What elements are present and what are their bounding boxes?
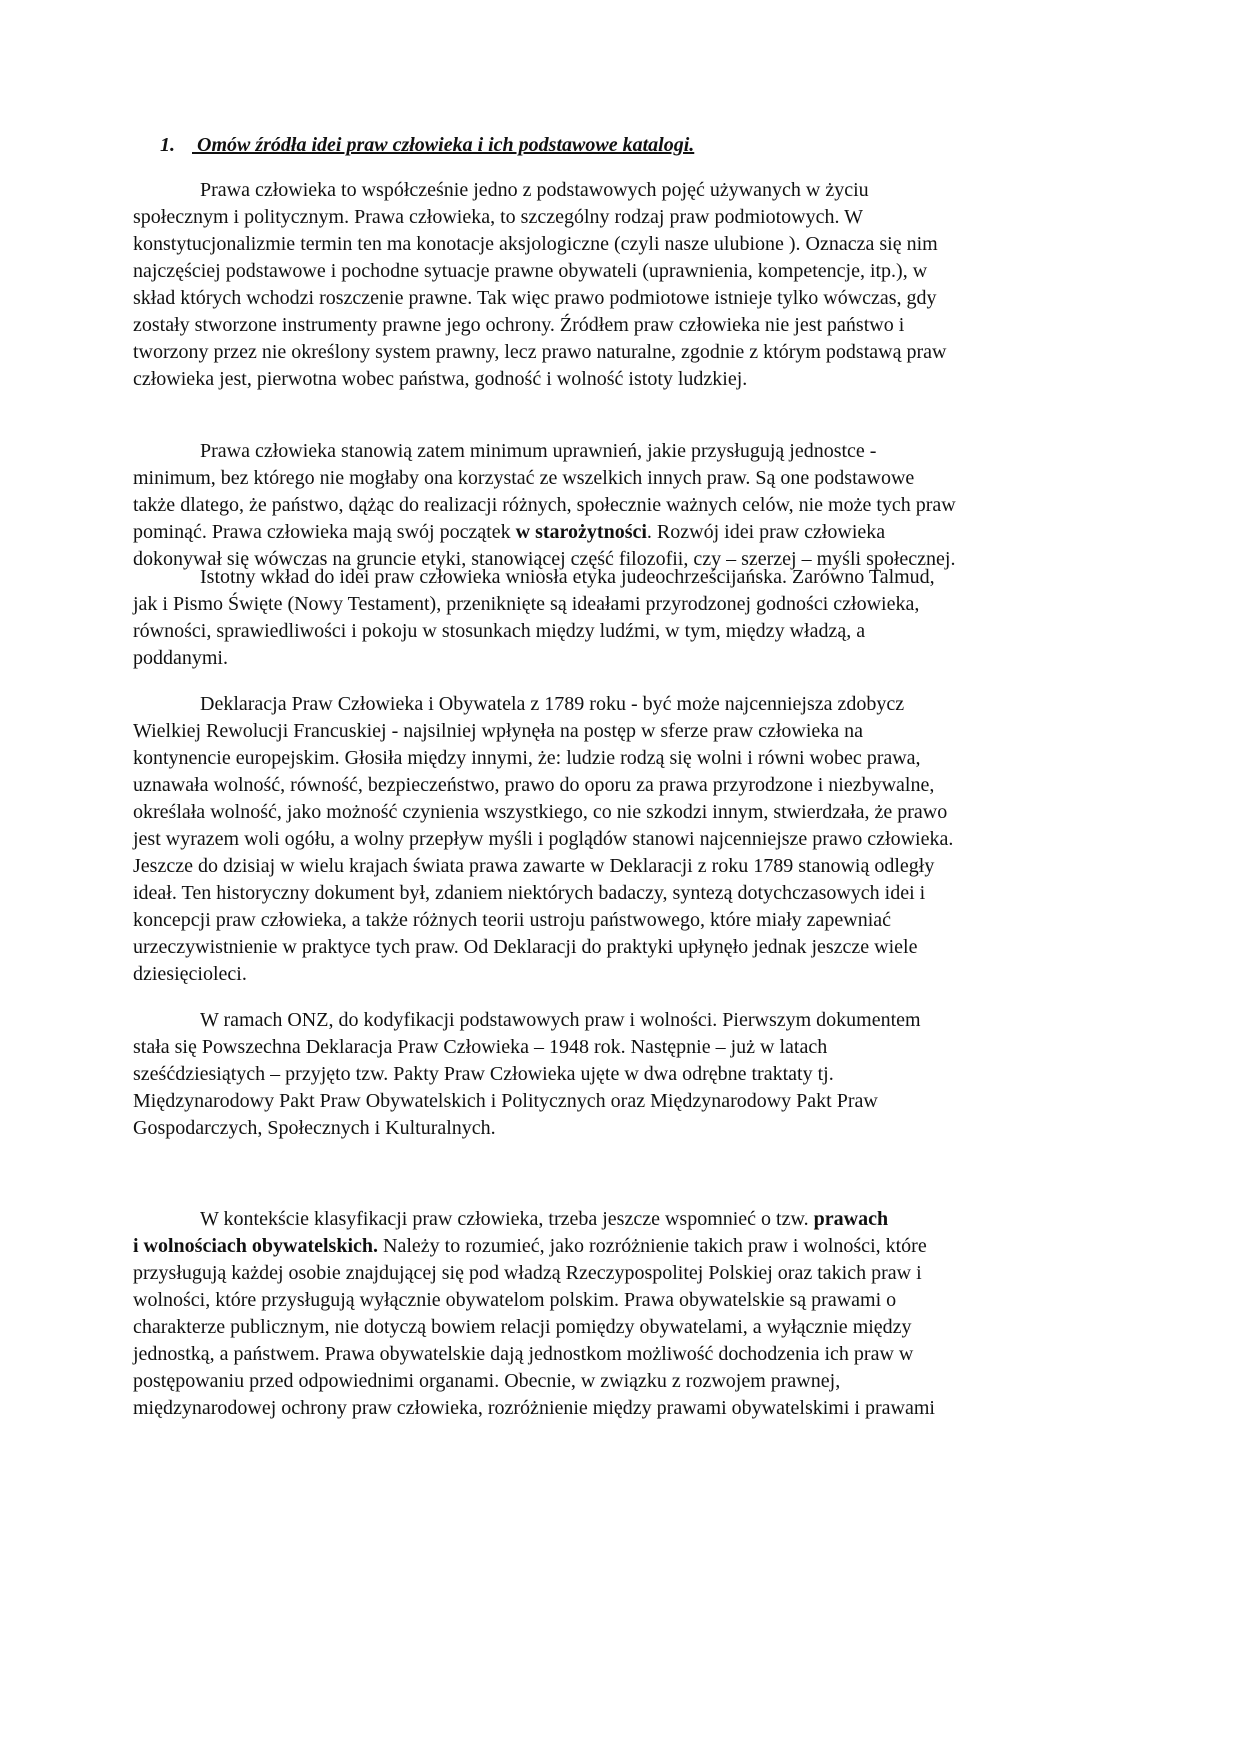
text-line bbox=[133, 745, 993, 772]
text-run: pominąć. Prawa człowieka mają swój początek bbox=[133, 521, 516, 543]
text-line bbox=[133, 853, 993, 880]
text-line bbox=[133, 1061, 993, 1088]
text-run: W kontekście klasyfikacji praw człowieka, trzeba jeszcze wspomnieć o tzw. bbox=[200, 1208, 814, 1230]
bold-text: prawach bbox=[813, 1208, 889, 1230]
text-run: Należy to rozumieć, jako rozróżnienie takich praw i wolności, które bbox=[378, 1235, 927, 1257]
text-line bbox=[133, 258, 993, 285]
text-line bbox=[133, 1314, 993, 1341]
text-line bbox=[133, 1287, 993, 1314]
bold-text: w starożytności bbox=[515, 521, 647, 543]
heading-title: Omów źródła idei praw człowieka i ich podstawowe katalogi. bbox=[197, 134, 695, 156]
text-line bbox=[133, 826, 993, 853]
text-line bbox=[133, 691, 993, 718]
text-line bbox=[133, 1368, 993, 1395]
text-run: konstytucjonalizmie termin ten ma konotacje aksjologiczne (czyli nasze ulubione ). Oznacza się nim bbox=[133, 233, 938, 255]
text-line bbox=[133, 1260, 993, 1287]
text-run: charakterze publicznym, nie dotyczą bowiem relacji pomiędzy obywatelami, a wyłącznie między bbox=[133, 1316, 912, 1338]
text-run: także dlatego, że państwo, dążąc do realizacji różnych, społecznie ważnych celów, nie może tych praw bbox=[133, 494, 956, 516]
paragraph bbox=[133, 1206, 993, 1422]
text-run: poddanymi. bbox=[133, 647, 228, 669]
text-line bbox=[133, 645, 993, 672]
text-run: jednostką, a państwem. Prawa obywatelskie dają jednostkom możliwość dochodzenia ich praw w bbox=[133, 1343, 914, 1365]
text-run: przysługują każdej osobie znajdującej się pod władzą Rzeczypospolitej Polskiej oraz takich praw i bbox=[133, 1262, 922, 1284]
section-heading bbox=[160, 132, 694, 159]
text-line bbox=[133, 339, 993, 366]
text-run: uznawała wolność, równość, bezpieczeństwo, prawo do oporu za prawa przyrodzone i niezbywalne, bbox=[133, 774, 935, 796]
text-run: jak i Pismo Święte (Nowy Testament), przeniknięte są ideałami przyrodzonej godności człowieka, bbox=[133, 593, 920, 615]
text-run: koncepcji praw człowieka, a także różnych teorii ustroju państwowego, które miały zapewniać bbox=[133, 909, 892, 931]
paragraph bbox=[133, 438, 993, 573]
text-run: dziesięcioleci. bbox=[133, 963, 247, 985]
text-run: Prawa człowieka stanowią zatem minimum uprawnień, jakie przysługują jednostce - bbox=[200, 440, 877, 462]
text-line bbox=[133, 285, 993, 312]
text-line bbox=[133, 772, 993, 799]
paragraph bbox=[133, 564, 993, 672]
text-run: kontynencie europejskim. Głosiła między innymi, że: ludzie rodzą się wolni i równi wobec prawa, bbox=[133, 747, 921, 769]
text-run: Istotny wkład do idei praw człowieka wniosła etyka judeochrześcijańska. Zarówno Talmud, bbox=[200, 566, 935, 588]
text-run: dokonywał się wówczas na gruncie etyki, stanowiącej część filozofii, czy – szerzej – myśli społecznej. bbox=[133, 548, 956, 570]
heading-number: 1. bbox=[160, 134, 175, 156]
text-run: Międzynarodowy Pakt Praw Obywatelskich i Politycznych oraz Międzynarodowy Pakt Praw bbox=[133, 1090, 878, 1112]
text-line bbox=[133, 231, 993, 258]
bold-text: i wolnościach obywatelskich. bbox=[133, 1235, 379, 1257]
text-line bbox=[133, 1088, 993, 1115]
text-line bbox=[133, 880, 993, 907]
text-line bbox=[133, 1115, 993, 1142]
text-line bbox=[133, 1341, 993, 1368]
text-line bbox=[133, 718, 993, 745]
text-run: ideał. Ten historyczny dokument był, zdaniem niektórych badaczy, syntezą dotychczasowych idei i bbox=[133, 882, 926, 904]
paragraph bbox=[133, 691, 993, 988]
text-run: zostały stworzone instrumenty prawne jego ochrony. Źródłem praw człowieka nie jest państwo i bbox=[133, 314, 905, 336]
text-run: . Rozwój idei praw człowieka bbox=[646, 521, 886, 543]
text-line bbox=[133, 492, 993, 519]
text-run: skład których wchodzi roszczenie prawne. Tak więc prawo podmiotowe istnieje tylko wówczas, gdy bbox=[133, 287, 937, 309]
text-run: społecznym i politycznym. Prawa człowieka, to szczególny rodzaj praw podmiotowych. W bbox=[133, 206, 863, 228]
text-run: międzynarodowej ochrony praw człowieka, rozróżnienie między prawami obywatelskimi i prawami bbox=[133, 1397, 935, 1419]
text-line bbox=[133, 1007, 993, 1034]
text-run: urzeczywistnienie w praktyce tych praw. Od Deklaracji do praktyki upłynęło jednak jeszcze wiele bbox=[133, 936, 918, 958]
text-line bbox=[133, 934, 993, 961]
text-run: Deklaracja Praw Człowieka i Obywatela z 1789 roku - być może najcenniejsza zdobycz bbox=[200, 693, 905, 715]
text-line bbox=[133, 799, 993, 826]
text-line bbox=[133, 961, 993, 988]
text-run: najczęściej podstawowe i pochodne sytuacje prawne obywateli (uprawnienia, kompetencje, itp.), w bbox=[133, 260, 928, 282]
text-run: tworzony przez nie określony system prawny, lecz prawo naturalne, zgodnie z którym podstawą praw bbox=[133, 341, 947, 363]
text-line bbox=[133, 1034, 993, 1061]
text-line bbox=[133, 366, 993, 393]
text-line bbox=[133, 1206, 993, 1233]
text-run: Gospodarczych, Społecznych i Kulturalnych. bbox=[133, 1117, 496, 1139]
text-run: postępowaniu przed odpowiednimi organami. Obecnie, w związku z rozwojem prawnej, bbox=[133, 1370, 841, 1392]
text-line bbox=[133, 907, 993, 934]
text-line bbox=[133, 591, 993, 618]
text-line bbox=[133, 204, 993, 231]
text-run: stała się Powszechna Deklaracja Praw Człowieka – 1948 rok. Następnie – już w latach bbox=[133, 1036, 828, 1058]
text-run: minimum, bez którego nie mogłaby ona korzystać ze wszelkich innych praw. Są one podstawowe bbox=[133, 467, 915, 489]
text-run: równości, sprawiedliwości i pokoju w stosunkach między ludźmi, w tym, między władzą, a bbox=[133, 620, 866, 642]
text-line bbox=[133, 312, 993, 339]
text-line bbox=[133, 564, 993, 591]
text-line bbox=[133, 177, 993, 204]
text-run: człowieka jest, pierwotna wobec państwa, godność i wolność istoty ludzkiej. bbox=[133, 368, 748, 390]
text-line bbox=[133, 465, 993, 492]
text-run: wolności, które przysługują wyłącznie obywatelom polskim. Prawa obywatelskie są prawami o bbox=[133, 1289, 897, 1311]
text-run: Prawa człowieka to współcześnie jedno z podstawowych pojęć używanych w życiu bbox=[200, 179, 869, 201]
text-line bbox=[133, 618, 993, 645]
text-line bbox=[133, 1395, 993, 1422]
text-run: Wielkiej Rewolucji Francuskiej - najsilniej wpłynęła na postęp w sferze praw człowieka na bbox=[133, 720, 864, 742]
text-line bbox=[133, 438, 993, 465]
text-run: jest wyrazem woli ogółu, a wolny przepływ myśli i poglądów stanowi najcenniejsze prawo człowieka. bbox=[133, 828, 954, 850]
text-run: sześćdziesiątych – przyjęto tzw. Pakty Praw Człowieka ujęte w dwa odrębne traktaty tj. bbox=[133, 1063, 834, 1085]
paragraph bbox=[133, 177, 993, 393]
text-line bbox=[133, 519, 993, 546]
text-run: Jeszcze do dzisiaj w wielu krajach świata prawa zawarte w Deklaracji z roku 1789 stanowią odległy bbox=[133, 855, 935, 877]
paragraph bbox=[133, 1007, 993, 1142]
text-run: określała wolność, jako możność czynienia wszystkiego, co nie szkodzi innym, stwierdzała, że prawo bbox=[133, 801, 948, 823]
text-line bbox=[133, 1233, 993, 1260]
text-run: W ramach ONZ, do kodyfikacji podstawowych praw i wolności. Pierwszym dokumentem bbox=[200, 1009, 921, 1031]
